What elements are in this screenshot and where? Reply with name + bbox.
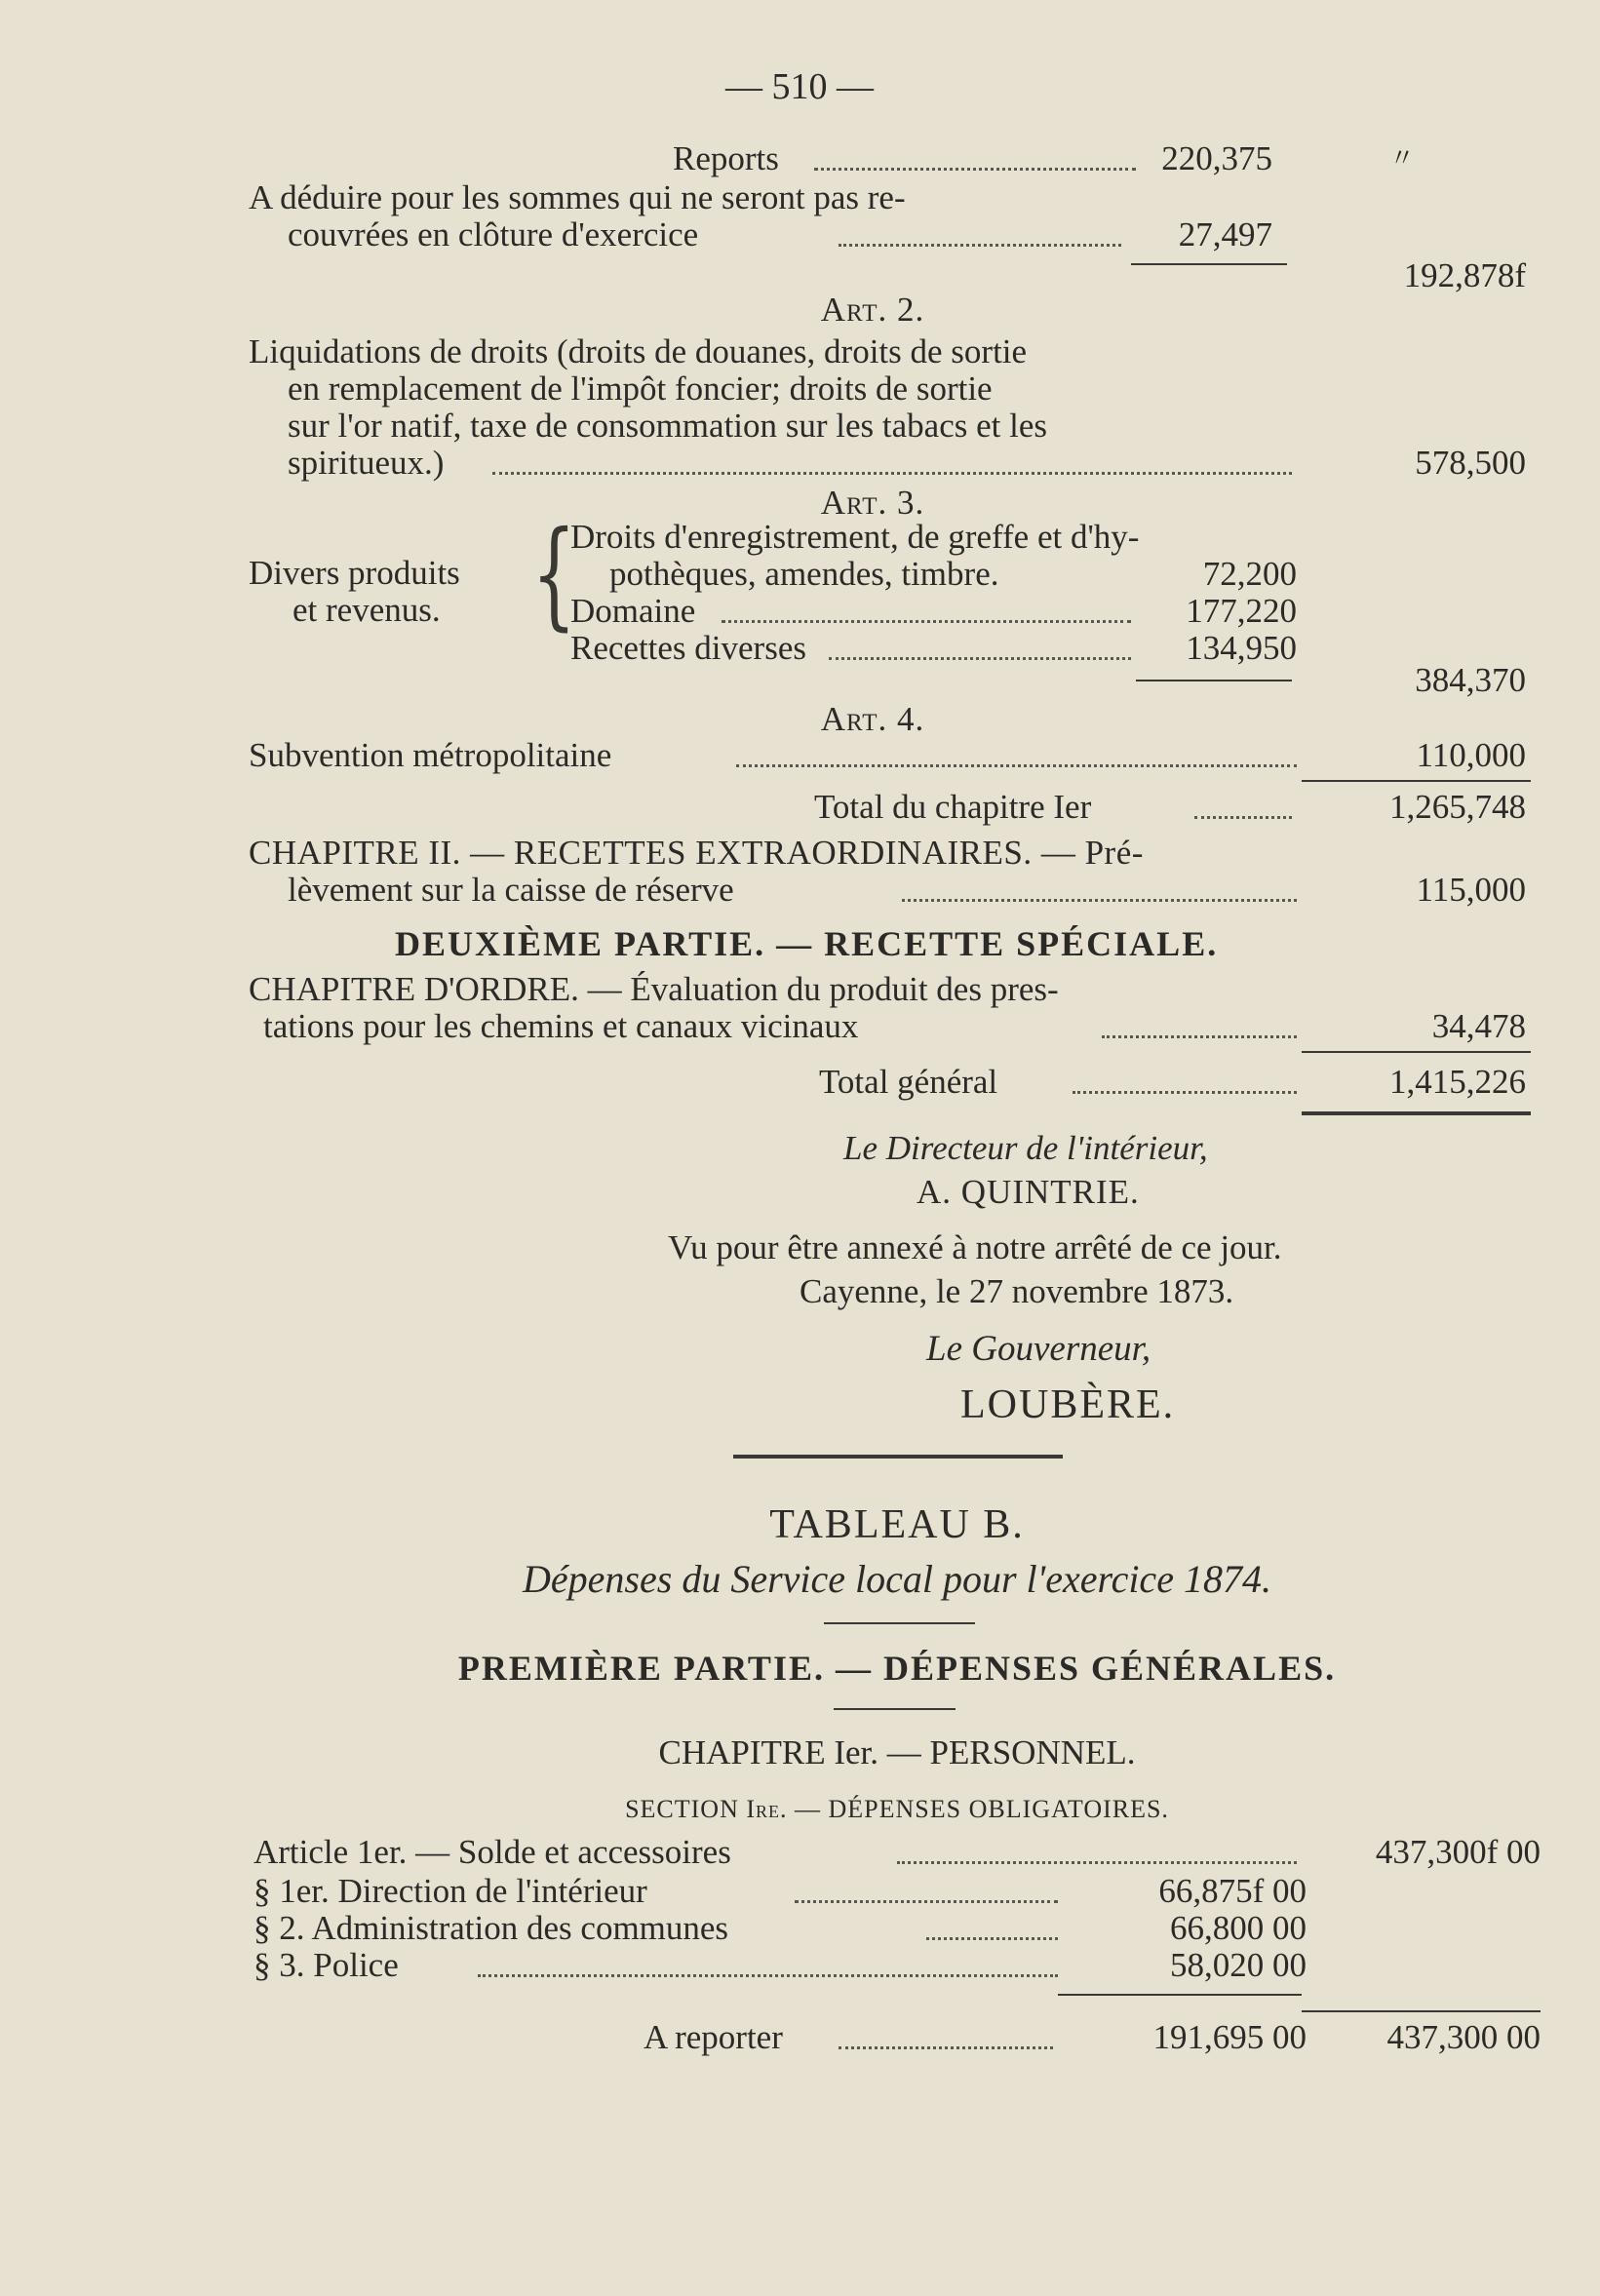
short-rule xyxy=(824,1622,975,1624)
signature2-title: Le Gouverneur, xyxy=(926,1329,1151,1369)
signature1-title: Le Directeur de l'intérieur, xyxy=(843,1129,1208,1167)
grand-total-label: Total général xyxy=(819,1063,998,1101)
art3-group-label-1: Divers produits xyxy=(249,554,460,592)
art3-item1-value: 72,200 xyxy=(1202,555,1297,593)
art3-item2-label: Domaine xyxy=(570,592,696,630)
leader-dots xyxy=(902,899,1297,902)
art3-item1-line-1: Droits d'enregistrement, de greffe et d'hy- xyxy=(570,518,1140,556)
leader-dots xyxy=(839,244,1121,247)
art3-total: 384,370 xyxy=(1415,661,1526,699)
table-row-1-label: § 1er. Direction de l'intérieur xyxy=(254,1872,647,1910)
art2-line-4: spiritueux.) xyxy=(288,444,445,482)
art2-line-2: en remplacement de l'impôt foncier; droits de sortie xyxy=(288,370,993,408)
art3-item3-label: Recettes diverses xyxy=(570,629,806,667)
ditto-mark: 〃 xyxy=(1389,144,1416,173)
art2-heading: Art. 2. xyxy=(820,291,925,329)
art3-item2-value: 177,220 xyxy=(1186,592,1297,630)
part1-heading: PREMIÈRE PARTIE. — DÉPENSES GÉNÉRALES. xyxy=(457,1649,1337,1688)
art4-label: Subvention métropolitaine xyxy=(249,736,612,774)
double-rule xyxy=(1302,1111,1531,1115)
part2-line-2: tations pour les chemins et canaux vicinaux xyxy=(263,1007,859,1045)
tableau-b-subtitle: Dépenses du Service local pour l'exercice 1874. xyxy=(523,1557,1271,1601)
sum-rule xyxy=(1302,780,1531,782)
art2-total: 578,500 xyxy=(1415,444,1526,482)
leader-dots xyxy=(829,657,1131,660)
approval-line-2: Cayenne, le 27 novembre 1873. xyxy=(800,1272,1234,1310)
chapter1-total-value: 1,265,748 xyxy=(1389,788,1526,826)
leader-dots xyxy=(926,1937,1058,1940)
art2-line-3: sur l'or natif, taxe de consommation sur les tabacs et les xyxy=(288,407,1048,445)
article-label: Article 1er. — Solde et accessoires xyxy=(254,1833,731,1871)
leader-dots xyxy=(1194,816,1292,819)
signature1-name: A. QUINTRIE. xyxy=(917,1173,1140,1211)
sum-rule xyxy=(1131,263,1287,265)
table-row-3-value: 58,020 00 xyxy=(1170,1946,1307,1984)
short-rule xyxy=(834,1708,956,1710)
chapter2-line-2: lèvement sur la caisse de réserve xyxy=(288,871,734,909)
table-row-1-value: 66,875f 00 xyxy=(1158,1872,1307,1910)
deduct-line-2: couvrées en clôture d'exercice xyxy=(288,215,699,253)
leader-dots xyxy=(736,764,1297,767)
signature2-name: LOUBÈRE. xyxy=(960,1382,1176,1427)
section-heading: SECTION Ire. — DÉPENSES OBLIGATOIRES. xyxy=(625,1795,1169,1823)
leader-dots xyxy=(492,472,1292,475)
table-row-2-label: § 2. Administration des communes xyxy=(254,1909,729,1947)
chapter2-line-1: CHAPITRE II. — RECETTES EXTRAORDINAIRES. — Pré- xyxy=(249,834,1144,872)
approval-line-1: Vu pour être annexé à notre arrêté de ce jour. xyxy=(668,1228,1282,1266)
sum-rule xyxy=(1302,1051,1531,1053)
table-row-2-value: 66,800 00 xyxy=(1170,1909,1307,1947)
grand-total-value: 1,415,226 xyxy=(1389,1063,1526,1101)
reports-net-total: 192,878f xyxy=(1403,256,1526,294)
tableau-b-title: TABLEAU B. xyxy=(769,1502,1025,1547)
page-number: — 510 — xyxy=(725,66,874,107)
sum-rule xyxy=(1136,680,1292,681)
deduct-value: 27,497 xyxy=(1178,215,1272,253)
part2-heading: DEUXIÈME PARTIE. — RECETTE SPÉCIALE. xyxy=(395,924,1219,963)
reports-value: 220,375 xyxy=(1161,139,1272,177)
art3-heading: Art. 3. xyxy=(820,484,925,522)
art4-heading: Art. 4. xyxy=(820,700,925,738)
section-divider xyxy=(733,1455,1063,1459)
table-row-3-label: § 3. Police xyxy=(254,1946,399,1984)
leader-dots xyxy=(839,2046,1053,2049)
leader-dots xyxy=(795,1900,1058,1903)
art3-item1-line-2: pothèques, amendes, timbre. xyxy=(609,555,999,593)
chapter-heading: CHAPITRE Ier. — PERSONNEL. xyxy=(658,1733,1136,1771)
leader-dots xyxy=(722,620,1131,623)
sum-rule xyxy=(1302,2010,1541,2012)
sum-rule xyxy=(1058,1994,1302,1996)
carry-subtotal: 191,695 00 xyxy=(1152,2018,1307,2056)
reports-label: Reports xyxy=(673,139,779,177)
brace-icon: { xyxy=(531,507,577,642)
carry-total: 437,300 00 xyxy=(1386,2018,1541,2056)
art3-item3-value: 134,950 xyxy=(1186,629,1297,667)
deduct-line-1: A déduire pour les sommes qui ne seront pas re- xyxy=(249,178,906,216)
art2-line-1: Liquidations de droits (droits de douanes, droits de sortie xyxy=(249,332,1028,370)
article-total: 437,300f 00 xyxy=(1375,1833,1541,1871)
leader-dots xyxy=(1102,1035,1297,1038)
carry-label: A reporter xyxy=(644,2018,783,2056)
leader-dots xyxy=(1073,1091,1297,1094)
part2-line-1: CHAPITRE D'ORDRE. — Évaluation du produit des pres- xyxy=(249,970,1059,1008)
chapter1-total-label: Total du chapitre Ier xyxy=(814,788,1092,826)
art4-total: 110,000 xyxy=(1416,736,1526,774)
leader-dots xyxy=(478,1974,1058,1977)
part2-value: 34,478 xyxy=(1431,1007,1526,1045)
art3-group-label-2: et revenus. xyxy=(293,591,441,629)
leader-dots xyxy=(897,1861,1297,1864)
chapter2-value: 115,000 xyxy=(1416,871,1526,909)
